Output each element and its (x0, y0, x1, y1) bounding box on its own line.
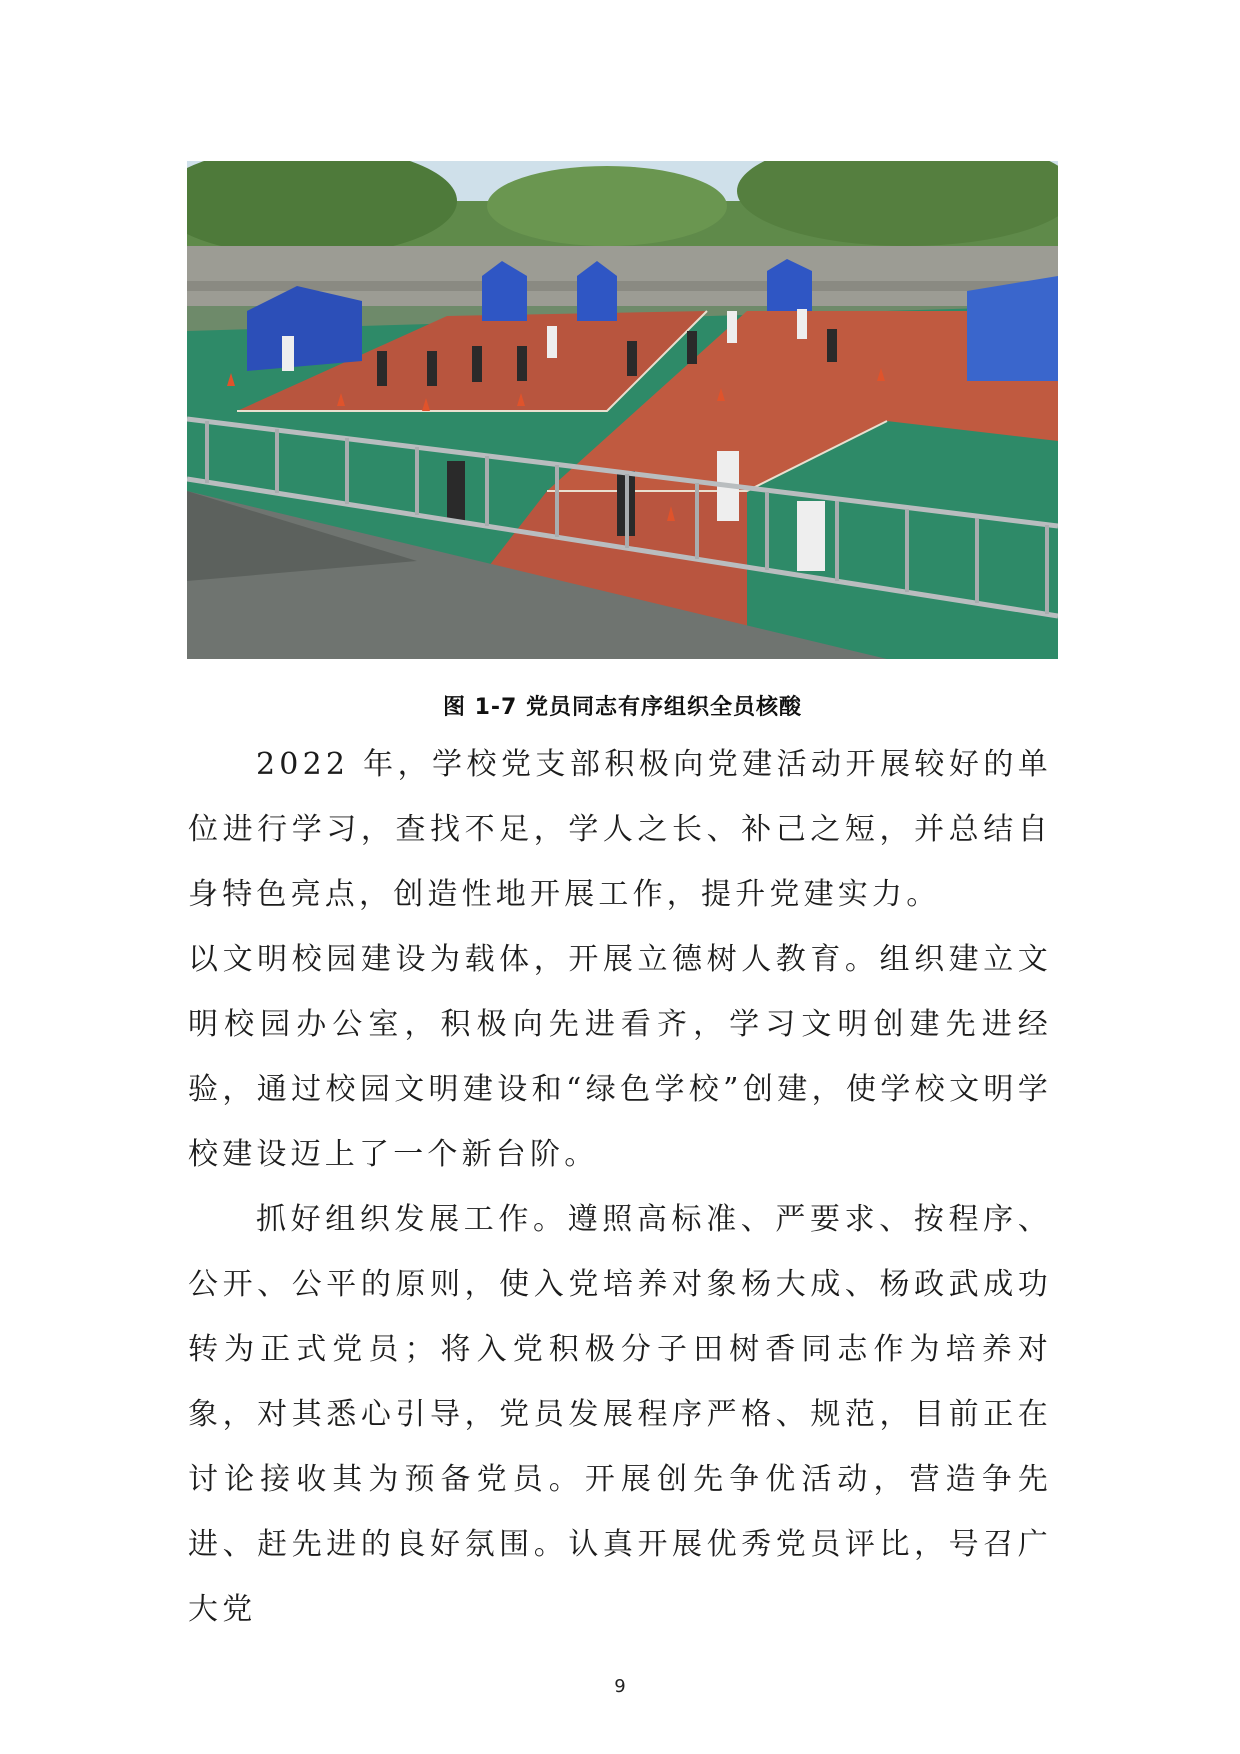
body-paragraph-3: 抓好组织发展工作。遵照高标准、严要求、按程序、公开、公平的原则，使入党培养对象杨大成、杨政武成功转为正式党员；将入党积极分子田树香同志作为培养对象，对其悉心引导，党员发展程序严格、规范，目前正在讨论接收其为预备党员。开展创先争优活动，营造争先进、赶先进的良好氛围。认真开展优秀党员评比，号召广大党 (188, 1202, 1052, 1627)
covid-testing-photo (187, 161, 1058, 659)
figure-photo (187, 161, 1058, 659)
body-paragraph-2: 以文明校园建设为载体，开展立德树人教育。组织建立文明校园办公室，积极向先进看齐，学习文明创建先进经验，通过校园文明建设和“绿色学校”创建，使学校文明学校建设迈上了一个新台阶。 (188, 942, 1052, 1172)
figure-caption: 图 1-7 党员同志有序组织全员核酸 (442, 695, 803, 720)
body-paragraph-1: 2022 年，学校党支部积极向党建活动开展较好的单位进行学习，查找不足，学人之长、补己之短，并总结自身特色亮点，创造性地开展工作，提升党建实力。 (188, 747, 1052, 912)
page-number: 9 (614, 1676, 626, 1697)
